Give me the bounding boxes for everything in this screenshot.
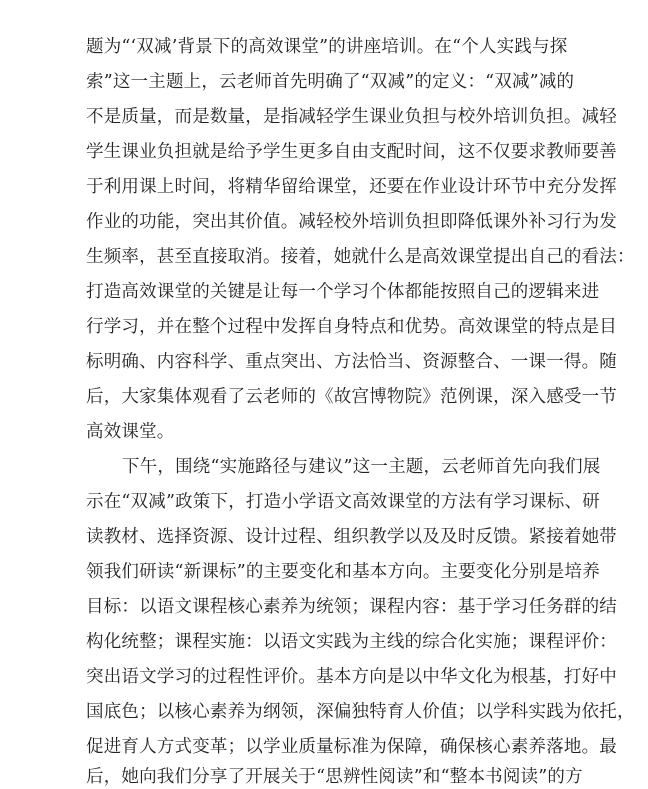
text-line: 题为“‘双减’背景下的高效课堂”的讲座培训。在“个人实践与探 [86,37,568,57]
text-line: 示在“双减”政策下，打造小学语文高效课堂的方法有学习课标、研 [86,492,600,512]
text-line: 不是质量，而是数量，是指减轻学生课业负担与校外培训负担。减轻 [86,107,617,127]
paragraph-first-line: 下午，围绕“实施路径与建议”这一主题，云老师首先向我们展 [122,457,601,477]
text-line: 索”这一主题上，云老师首先明确了“双减”的定义：“双减”减的 [86,72,575,92]
text-line: 突出语文学习的过程性评价。基本方向是以中华文化为根基，打好中 [86,667,617,687]
text-line: 标明确、内容科学、重点突出、方法恰当、资源整合、一课一得。随 [86,352,617,372]
text-line: 学生课业负担就是给予学生更多自由支配时间，这不仅要求教师要善 [86,142,617,162]
text-line: 构化统整；课程实施：以语文实践为主线的综合化实施；课程评价： [86,632,617,652]
text-line: 生频率，甚至直接取消。接着，她就什么是高效课堂提出自己的看法： [86,247,635,267]
text-line: 行学习，并在整个过程中发挥自身特点和优势。高效课堂的特点是目 [86,317,617,337]
text-line: 后，大家集体观看了云老师的《故宫博物院》范例课，深入感受一节 [86,387,617,407]
text-line: 后，她向我们分享了开展关于“思辨性阅读”和“整本书阅读”的方 [86,767,583,787]
text-line: 领我们研读“新课标”的主要变化和基本方向。主要变化分别是培养 [86,562,600,582]
text-line: 高效课堂。 [86,422,175,442]
text-line: 国底色；以核心素养为纲领，深偏独特育人价值；以学科实践为依托， [86,702,635,722]
text-line: 促进育人方式变革；以学业质量标准为保障，确保核心素养落地。最 [86,737,617,757]
text-line: 打造高效课堂的关键是让每一个学习个体都能按照自己的逻辑来进 [86,282,600,302]
text-line: 于利用课上时间，将精华留给课堂，还要在作业设计环节中充分发挥 [86,177,617,197]
text-line: 作业的功能，突出其价值。减轻校外培训负担即降低课外补习行为发 [86,212,617,232]
text-line: 读教材、选择资源、设计过程、组织教学以及及时反馈。紧接着她带 [86,527,617,547]
text-line: 目标：以语文课程核心素养为统领；课程内容：基于学习任务群的结 [86,597,617,617]
